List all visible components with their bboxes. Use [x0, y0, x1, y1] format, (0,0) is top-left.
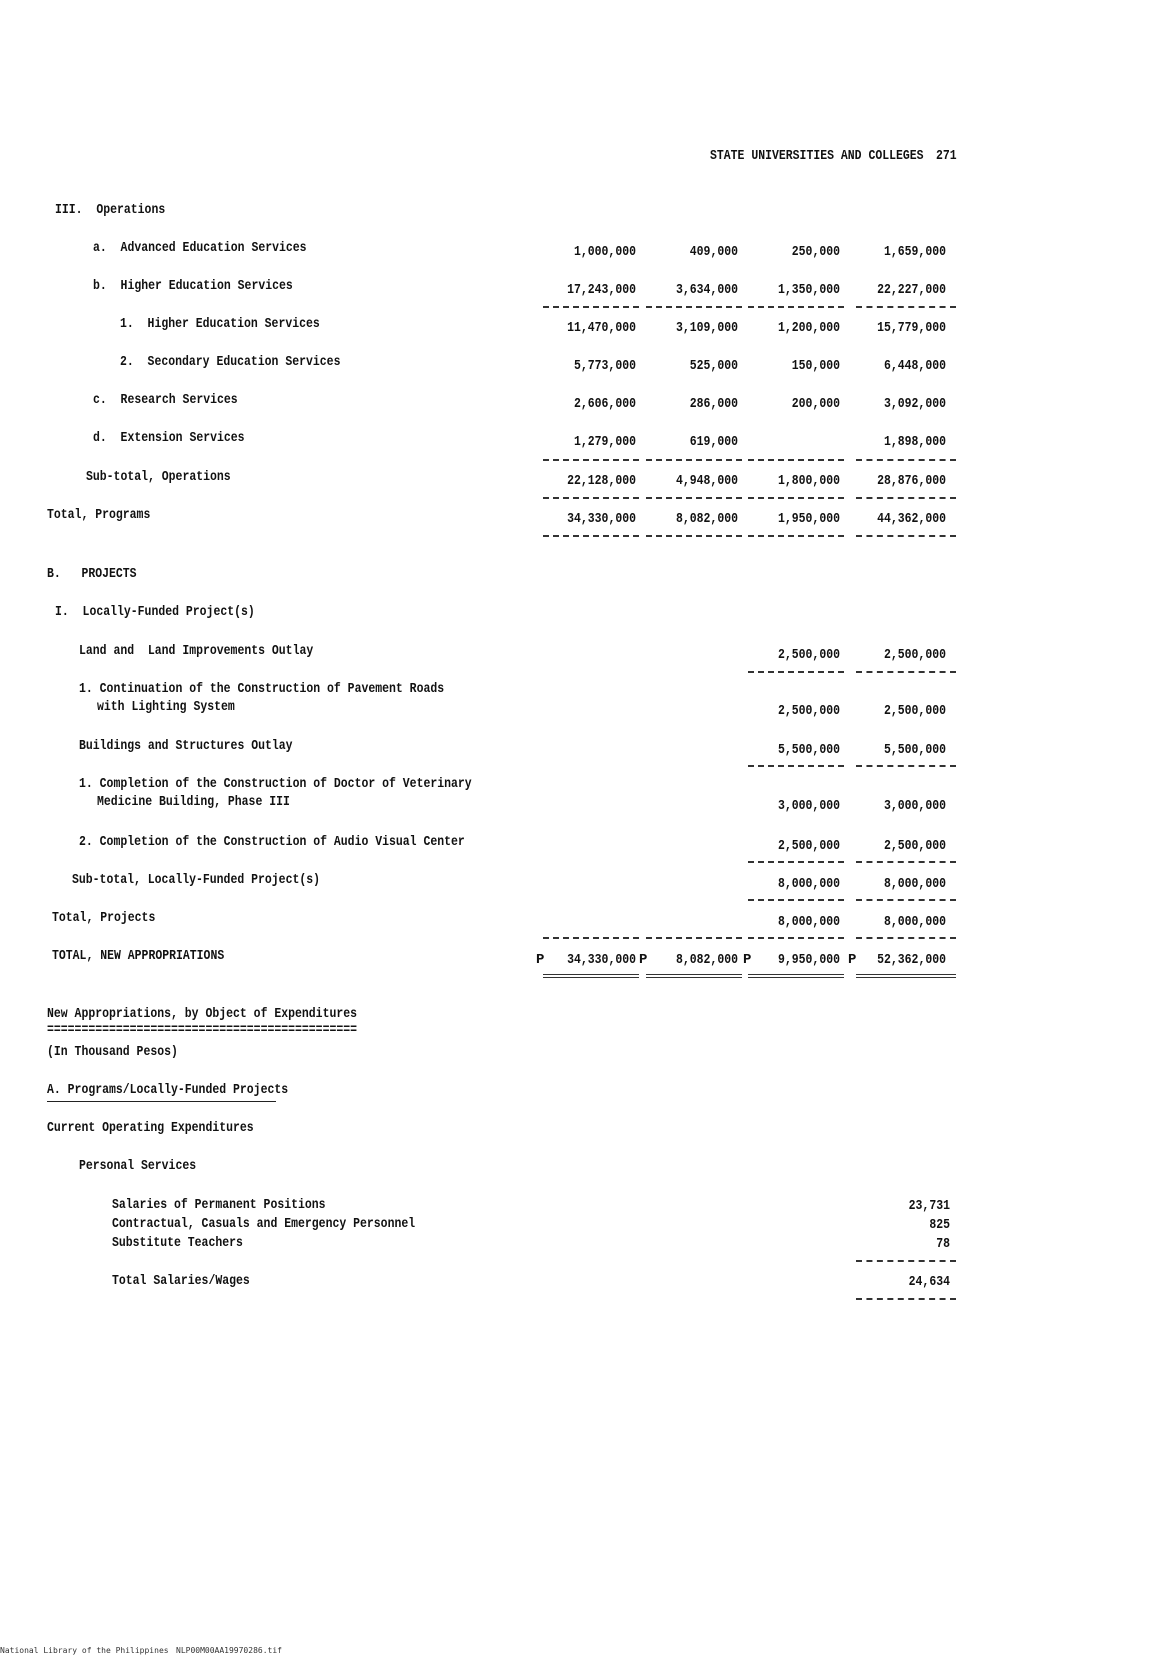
column-rule — [748, 937, 844, 939]
value-cell: 4,948,000 — [675, 473, 738, 489]
column-rule — [646, 535, 742, 537]
value-cell: 619,000 — [689, 434, 738, 450]
value-cell: 1,898,000 — [883, 434, 946, 450]
value-cell: 1,200,000 — [777, 320, 840, 336]
column-rule — [856, 899, 956, 901]
expenditure-item-value: 78 — [936, 1236, 950, 1252]
value-cell: 8,082,000 — [675, 952, 738, 968]
column-rule — [543, 497, 639, 499]
column-rule — [748, 765, 844, 767]
projects-heading: B. PROJECTS — [47, 566, 137, 582]
value-cell: 1,350,000 — [777, 282, 840, 298]
value-cell: 2,500,000 — [883, 703, 946, 719]
column-rule — [856, 671, 956, 673]
value-cell: 5,500,000 — [883, 742, 946, 758]
value-cell: 34,330,000 — [567, 511, 636, 527]
value-cell: 8,082,000 — [675, 511, 738, 527]
current-expenditures-heading: Current Operating Expenditures — [47, 1120, 254, 1136]
value-cell: 44,362,000 — [877, 511, 946, 527]
row-label: a. Advanced Education Services — [93, 240, 307, 256]
value-cell: 1,279,000 — [573, 434, 636, 450]
value-cell: 8,000,000 — [777, 914, 840, 930]
column-rule — [856, 459, 956, 461]
land-outlay-label: Land and Land Improvements Outlay — [79, 643, 314, 659]
subtotal-label: Sub-total, Operations — [86, 469, 231, 485]
value-cell: 1,800,000 — [777, 473, 840, 489]
column-rule — [748, 861, 844, 863]
row-label: d. Extension Services — [93, 430, 245, 446]
value-cell: 3,000,000 — [777, 798, 840, 814]
value-cell: 525,000 — [689, 358, 738, 374]
total-salaries-value: 24,634 — [908, 1274, 950, 1290]
column-rule — [856, 1260, 956, 1262]
land-item-line1: 1. Continuation of the Construction of Pavement Roads — [79, 681, 445, 697]
grand-total-label: TOTAL, NEW APPROPRIATIONS — [52, 948, 225, 964]
expenditure-item-value: 825 — [929, 1217, 950, 1233]
page-number: 271 — [936, 148, 957, 164]
column-rule — [646, 937, 742, 939]
expenditure-item-value: 23,731 — [908, 1198, 950, 1214]
bldg-item1-line1: 1. Completion of the Construction of Doctor of Veterinary — [79, 776, 472, 792]
total-salaries-label: Total Salaries/Wages — [112, 1273, 250, 1289]
value-cell: 1,950,000 — [777, 511, 840, 527]
value-cell: 2,606,000 — [573, 396, 636, 412]
value-cell: 17,243,000 — [567, 282, 636, 298]
value-cell: 9,950,000 — [777, 952, 840, 968]
value-cell: 1,659,000 — [883, 244, 946, 260]
objects-heading-rule: ============================================= — [47, 1022, 358, 1038]
value-cell: 15,779,000 — [877, 320, 946, 336]
currency-symbol: P — [848, 952, 857, 968]
column-rule — [748, 306, 844, 308]
footer-library: National Library of the Philippines — [0, 1646, 169, 1655]
section-a-heading: A. Programs/Locally-Funded Projects — [47, 1082, 289, 1098]
column-rule — [856, 765, 956, 767]
projects-subtotal-label: Sub-total, Locally-Funded Project(s) — [72, 872, 321, 888]
land-item-line2: with Lighting System — [97, 699, 235, 715]
value-cell: 2,500,000 — [883, 647, 946, 663]
column-rule — [856, 535, 956, 537]
value-cell: 8,000,000 — [777, 876, 840, 892]
value-cell: 1,000,000 — [573, 244, 636, 260]
value-cell: 3,000,000 — [883, 798, 946, 814]
value-cell: 8,000,000 — [883, 876, 946, 892]
expenditure-item-label: Contractual, Casuals and Emergency Personnel — [112, 1216, 416, 1232]
unit-note: (In Thousand Pesos) — [47, 1044, 178, 1060]
column-rule — [543, 535, 639, 537]
value-cell: 5,773,000 — [573, 358, 636, 374]
value-cell: 3,109,000 — [675, 320, 738, 336]
value-cell: 5,500,000 — [777, 742, 840, 758]
objects-heading: New Appropriations, by Object of Expenditures — [47, 1006, 358, 1022]
value-cell: 150,000 — [791, 358, 840, 374]
double-rule — [646, 974, 742, 978]
column-rule — [646, 459, 742, 461]
column-rule — [856, 861, 956, 863]
double-rule — [543, 974, 639, 978]
section-a-underline — [47, 1101, 276, 1102]
value-cell: 8,000,000 — [883, 914, 946, 930]
projects-total-label: Total, Projects — [52, 910, 156, 926]
personal-services-heading: Personal Services — [79, 1158, 197, 1174]
value-cell: 3,634,000 — [675, 282, 738, 298]
bldg-item1-line2: Medicine Building, Phase III — [97, 794, 290, 810]
value-cell: 2,500,000 — [883, 838, 946, 854]
value-cell: 52,362,000 — [877, 952, 946, 968]
row-label: c. Research Services — [93, 392, 238, 408]
value-cell: 22,128,000 — [567, 473, 636, 489]
currency-symbol: P — [639, 952, 648, 968]
value-cell: 22,227,000 — [877, 282, 946, 298]
value-cell: 200,000 — [791, 396, 840, 412]
value-cell: 3,092,000 — [883, 396, 946, 412]
operations-heading: III. Operations — [55, 202, 166, 218]
bldg-item2-label: 2. Completion of the Construction of Audio Visual Center — [79, 834, 465, 850]
row-label: 2. Secondary Education Services — [120, 354, 341, 370]
column-rule — [646, 497, 742, 499]
currency-symbol: P — [743, 952, 752, 968]
column-rule — [856, 497, 956, 499]
footer-file: NLP00M00AA19970286.tif — [176, 1646, 282, 1655]
column-rule — [856, 937, 956, 939]
column-rule — [748, 671, 844, 673]
column-rule — [748, 535, 844, 537]
value-cell: 6,448,000 — [883, 358, 946, 374]
value-cell: 2,500,000 — [777, 647, 840, 663]
column-rule — [748, 459, 844, 461]
value-cell: 28,876,000 — [877, 473, 946, 489]
value-cell: 250,000 — [791, 244, 840, 260]
value-cell: 2,500,000 — [777, 703, 840, 719]
currency-symbol: P — [536, 952, 545, 968]
value-cell: 34,330,000 — [567, 952, 636, 968]
expenditure-item-label: Substitute Teachers — [112, 1235, 243, 1251]
expenditure-item-label: Salaries of Permanent Positions — [112, 1197, 326, 1213]
value-cell: 2,500,000 — [777, 838, 840, 854]
total-programs-label: Total, Programs — [47, 507, 151, 523]
double-rule — [748, 974, 844, 978]
column-rule — [543, 459, 639, 461]
value-cell: 286,000 — [689, 396, 738, 412]
row-label: 1. Higher Education Services — [120, 316, 320, 332]
column-rule — [646, 306, 742, 308]
row-label: b. Higher Education Services — [93, 278, 293, 294]
value-cell: 409,000 — [689, 244, 738, 260]
column-rule — [543, 306, 639, 308]
column-rule — [856, 306, 956, 308]
column-rule — [856, 1298, 956, 1300]
column-rule — [543, 937, 639, 939]
running-header-title: STATE UNIVERSITIES AND COLLEGES — [710, 148, 924, 164]
value-cell: 11,470,000 — [567, 320, 636, 336]
double-rule — [856, 974, 956, 978]
column-rule — [748, 497, 844, 499]
locally-funded-heading: I. Locally-Funded Project(s) — [55, 604, 255, 620]
column-rule — [748, 899, 844, 901]
buildings-outlay-label: Buildings and Structures Outlay — [79, 738, 293, 754]
